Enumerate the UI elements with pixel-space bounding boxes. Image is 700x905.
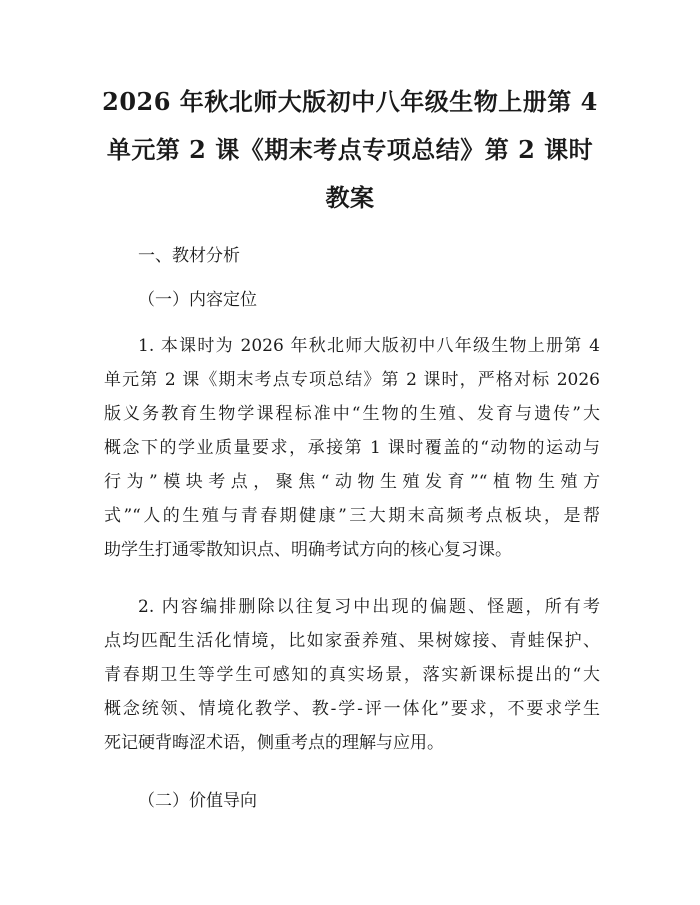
document-title bbox=[80, 78, 620, 222]
paragraph-line: 点均匹配生活化情境，比如家蚕养殖、果树嫁接、青蛙保护、 bbox=[104, 631, 600, 651]
paragraph-line: 行为”模块考点，聚焦“动物生殖发育”“植物生殖方 bbox=[104, 472, 600, 492]
paragraph-line: 助学生打通零散知识点、明确考试方向的核心复习课。 bbox=[104, 540, 512, 560]
paragraph-line: 概念下的学业质量要求，承接第 1 课时覆盖的“动物的运动与 bbox=[104, 438, 600, 458]
subsection-heading-content-positioning: （一）内容定位 bbox=[138, 290, 257, 310]
paragraph-line: 青春期卫生等学生可感知的真实场景，落实新课标提出的“大 bbox=[104, 665, 600, 685]
paragraph-line: 式”“人的生殖与青春期健康”三大期末高频考点板块，是帮 bbox=[104, 506, 600, 526]
paragraph-line: 概念统领、情境化教学、教-学-评一体化”要求，不要求学生 bbox=[104, 699, 600, 719]
title-line: 2026 年秋北师大版初中八年级生物上册第 4 bbox=[102, 87, 598, 116]
title-line: 教案 bbox=[325, 183, 375, 212]
title-line: 单元第 2 课《期末考点专项总结》第 2 课时 bbox=[106, 135, 594, 164]
paragraph-1 bbox=[104, 329, 600, 567]
paragraph-line: 死记硬背晦涩术语，侧重考点的理解与应用。 bbox=[104, 733, 444, 753]
paragraph-line: 1. 本课时为 2026 年秋北师大版初中八年级生物上册第 4 bbox=[138, 336, 600, 356]
paragraph-2 bbox=[104, 590, 600, 760]
section-heading-textbook-analysis: 一、教材分析 bbox=[138, 246, 240, 266]
paragraph-line: 2. 内容编排删除以往复习中出现的偏题、怪题，所有考 bbox=[138, 597, 600, 617]
paragraph-line: 单元第 2 课《期末考点专项总结》第 2 课时，严格对标 2026 bbox=[104, 370, 600, 390]
subsection-heading-value-orientation: （二）价值导向 bbox=[138, 791, 257, 811]
paragraph-line: 版义务教育生物学课程标准中“生物的生殖、发育与遗传”大 bbox=[104, 404, 600, 424]
